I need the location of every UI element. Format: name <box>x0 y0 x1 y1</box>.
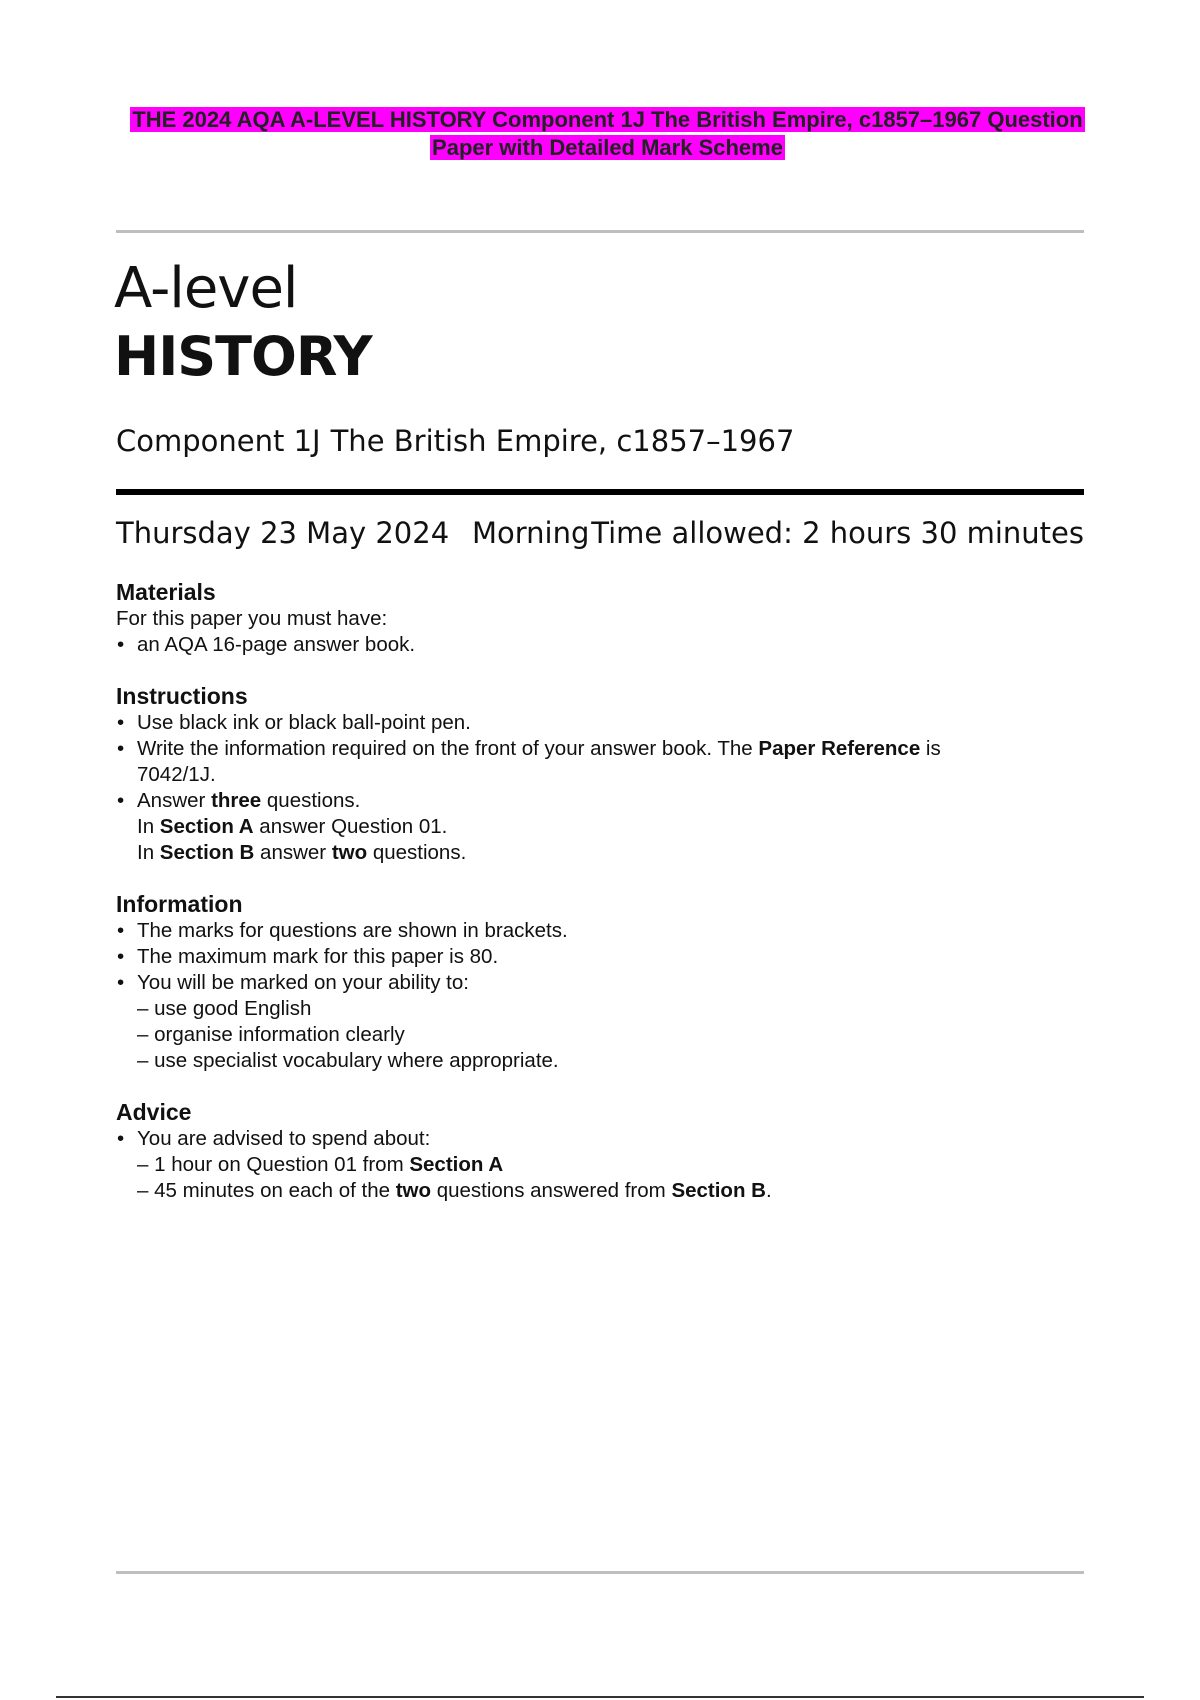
text-run: You are advised to spend about: <box>137 1127 431 1150</box>
list-item <box>116 970 1084 1074</box>
text-run: questions answered from <box>431 1179 672 1202</box>
sub-line <box>137 814 1084 840</box>
subject-title: HISTORY <box>114 325 372 388</box>
text-run: is <box>920 737 941 760</box>
instructions-heading: Instructions <box>116 683 248 709</box>
list-item: • The marks for questions are shown in brackets. <box>116 918 1084 944</box>
exam-date: Thursday 23 May 2024 <box>116 516 450 550</box>
component-line <box>116 421 794 461</box>
text-run: You will be marked on your ability to: <box>137 971 469 994</box>
materials-heading: Materials <box>116 579 216 605</box>
time-allowed: Time allowed: 2 hours 30 minutes <box>591 516 1084 550</box>
sub-line <box>137 840 1084 866</box>
sub-line: – use specialist vocabulary where appropriate. <box>137 1049 559 1072</box>
text-run-bold: Section B <box>671 1179 766 1202</box>
list-item: • an AQA 16-page answer book. <box>116 632 1084 658</box>
sub-line <box>137 1152 1084 1178</box>
text-run: questions. <box>367 841 467 864</box>
text-run-bold: Section A <box>159 815 254 838</box>
bottom-divider <box>116 1571 1084 1574</box>
text-run: – 1 hour on Question 01 from <box>137 1153 410 1176</box>
instructions-list <box>116 710 1084 866</box>
materials-section <box>116 578 1084 658</box>
qualification-level: A-level <box>114 256 298 321</box>
text-run: Answer <box>137 789 212 812</box>
text-run-bold: Section B <box>159 841 255 864</box>
text-run: Write the information required on the front of your answer book. The <box>137 737 759 760</box>
top-divider <box>116 230 1084 233</box>
advice-section <box>116 1098 1084 1204</box>
text-run: – 45 minutes on each of the <box>137 1179 396 1202</box>
list-item: • Use black ink or black ball-point pen. <box>116 710 1084 736</box>
banner-line-2: Paper with Detailed Mark Scheme <box>432 135 783 160</box>
list-item <box>116 1126 1084 1204</box>
text-run-bold: two <box>395 1179 431 1202</box>
exam-session: Morning <box>472 516 590 550</box>
text-run-bold: Paper Reference <box>758 737 921 760</box>
list-item <box>116 788 1084 866</box>
list-item <box>116 736 1084 788</box>
footer-line <box>56 1696 1144 1698</box>
information-list <box>116 918 1084 1074</box>
text-run: questions. <box>261 789 361 812</box>
text-run-bold: two <box>331 841 368 864</box>
sub-line <box>137 1178 1084 1204</box>
information-heading: Information <box>116 891 243 917</box>
list-item: • The maximum mark for this paper is 80. <box>116 944 1084 970</box>
text-run: . <box>765 1179 772 1202</box>
text-run-bold: Section A <box>409 1153 504 1176</box>
materials-intro: For this paper you must have: <box>116 607 388 630</box>
component-title: The British Empire, c1857–1967 <box>330 424 795 458</box>
advice-list <box>116 1126 1084 1204</box>
advice-heading: Advice <box>116 1099 192 1125</box>
text-run: answer <box>254 841 332 864</box>
component-code: Component 1J <box>116 424 321 458</box>
materials-list <box>116 632 1084 658</box>
title-banner <box>70 106 1145 162</box>
thick-divider <box>116 489 1084 495</box>
instructions-section <box>116 682 1084 866</box>
information-section <box>116 890 1084 1074</box>
text-run: In <box>137 841 160 864</box>
cover-content <box>116 578 1084 1228</box>
sub-line: – use good English <box>137 997 312 1020</box>
exam-details <box>116 513 1084 553</box>
banner-line-1: THE 2024 AQA A-LEVEL HISTORY Component 1J The British Empire, c1857–1967 Question <box>132 107 1083 132</box>
text-run: In <box>137 815 160 838</box>
text-run: answer Question 01. <box>253 815 448 838</box>
text-run-bold: three <box>211 789 262 812</box>
paper-reference: 7042/1J. <box>137 763 216 786</box>
sub-line: – organise information clearly <box>137 1023 405 1046</box>
